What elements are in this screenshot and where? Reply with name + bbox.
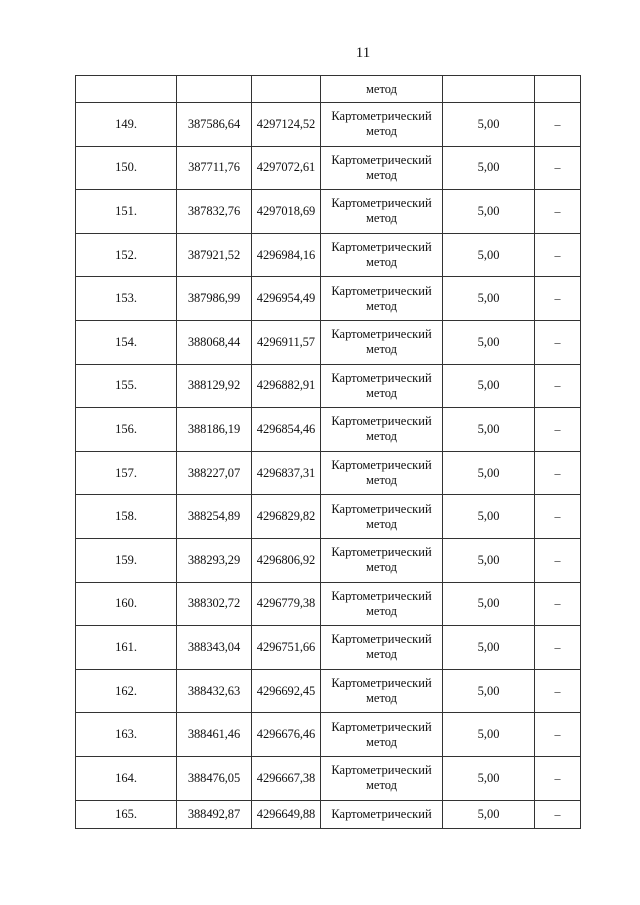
cell-x: 387921,52 (177, 233, 252, 277)
cell-note: – (535, 146, 581, 190)
cell-y: 4296676,46 (252, 713, 321, 757)
cell-x: 388432,63 (177, 669, 252, 713)
table-row (76, 713, 581, 757)
table-row (76, 756, 581, 800)
method-line-1: Картометрический (331, 632, 432, 647)
cell-x: 387986,99 (177, 277, 252, 321)
cell-accuracy: 5,00 (443, 582, 535, 626)
method-line-2: метод (365, 516, 397, 531)
cell-note: – (535, 538, 581, 582)
method-line-1: Картометрический (331, 327, 432, 342)
method-line-1: Картометрический (331, 676, 432, 691)
cell-x: 388293,29 (177, 538, 252, 582)
cell-note: – (535, 669, 581, 713)
cell-y: 4296837,31 (252, 451, 321, 495)
table-row (76, 364, 581, 408)
continuation-row (76, 76, 581, 103)
method-line-1: Картометрический (331, 283, 432, 298)
cell-y: 4297018,69 (252, 190, 321, 234)
cell-point: 164. (76, 756, 177, 800)
cell-x: 388068,44 (177, 320, 252, 364)
cell-point: 162. (76, 669, 177, 713)
cell-accuracy (443, 76, 535, 103)
cell-y: 4296954,49 (252, 277, 321, 321)
cell-accuracy: 5,00 (443, 451, 535, 495)
cell-accuracy: 5,00 (443, 277, 535, 321)
cell-x: 388492,87 (177, 800, 252, 828)
cell-method (321, 190, 443, 234)
cell-x: 388302,72 (177, 582, 252, 626)
cell-y: 4297124,52 (252, 103, 321, 147)
cell-point: 159. (76, 538, 177, 582)
cell-accuracy: 5,00 (443, 233, 535, 277)
cell-note: – (535, 233, 581, 277)
cell-point: 165. (76, 800, 177, 828)
table-row (76, 320, 581, 364)
cell-point: 155. (76, 364, 177, 408)
cell-point: 154. (76, 320, 177, 364)
cell-method (321, 756, 443, 800)
cell-method (321, 582, 443, 626)
cell-accuracy: 5,00 (443, 103, 535, 147)
cell-point: 156. (76, 408, 177, 452)
cell-y: 4296649,88 (252, 800, 321, 828)
cell-method (321, 451, 443, 495)
cell-x: 388343,04 (177, 626, 252, 670)
cell-method (321, 538, 443, 582)
cell-point: 161. (76, 626, 177, 670)
method-line-1: Картометрический (331, 414, 432, 429)
cell-note: – (535, 190, 581, 234)
method-line-2: метод (365, 385, 397, 400)
cell-point: 157. (76, 451, 177, 495)
method-line-1: Картометрический (331, 152, 432, 167)
cell-y: 4296829,82 (252, 495, 321, 539)
method-line-2: метод (365, 603, 397, 618)
cell-y: 4296779,38 (252, 582, 321, 626)
cell-x: 387711,76 (177, 146, 252, 190)
cell-accuracy: 5,00 (443, 495, 535, 539)
cell-method (321, 364, 443, 408)
table-row (76, 495, 581, 539)
table-row (76, 582, 581, 626)
page-number: 11 (355, 45, 371, 61)
cell-x: 387832,76 (177, 190, 252, 234)
method-line-1: Картометрический (331, 719, 432, 734)
cell-method (321, 626, 443, 670)
method-line-2: метод (365, 734, 397, 749)
cell-y: 4296806,92 (252, 538, 321, 582)
cell-y: 4296751,66 (252, 626, 321, 670)
method-line-1: Картометрический (331, 763, 432, 778)
table-row (76, 277, 581, 321)
cell-method (321, 408, 443, 452)
cell-note: – (535, 756, 581, 800)
cell-accuracy: 5,00 (443, 800, 535, 828)
cell-note: – (535, 800, 581, 828)
cell-y (252, 76, 321, 103)
cell-note: – (535, 713, 581, 757)
table-row (76, 669, 581, 713)
method-line-2: метод (365, 298, 397, 313)
cell-accuracy: 5,00 (443, 756, 535, 800)
method-line-2: метод (365, 473, 397, 488)
cell-note: – (535, 103, 581, 147)
method-line-1: Картометрический (331, 588, 432, 603)
cell-accuracy: 5,00 (443, 320, 535, 364)
cell-accuracy: 5,00 (443, 713, 535, 757)
cell-accuracy: 5,00 (443, 146, 535, 190)
cell-method (321, 669, 443, 713)
cell-method (321, 713, 443, 757)
cell-point: 153. (76, 277, 177, 321)
cell-y: 4296882,91 (252, 364, 321, 408)
cell-point: 158. (76, 495, 177, 539)
cell-point: 163. (76, 713, 177, 757)
cell-y: 4296984,16 (252, 233, 321, 277)
cell-y: 4296911,57 (252, 320, 321, 364)
table-row (76, 190, 581, 234)
cell-note: – (535, 495, 581, 539)
cell-accuracy: 5,00 (443, 538, 535, 582)
cell-note: – (535, 320, 581, 364)
method-line-2: метод (365, 647, 397, 662)
cell-y: 4296692,45 (252, 669, 321, 713)
coordinates-table (75, 75, 581, 829)
table-row (76, 538, 581, 582)
method-line-2: метод (365, 778, 397, 793)
method-line-2: метод (365, 429, 397, 444)
cell-y: 4296667,38 (252, 756, 321, 800)
cell-point: 152. (76, 233, 177, 277)
cell-x (177, 76, 252, 103)
table-row (76, 233, 581, 277)
cell-method (321, 146, 443, 190)
cell-point (76, 76, 177, 103)
cell-note: – (535, 364, 581, 408)
cell-point: 150. (76, 146, 177, 190)
method-line-2: метод (365, 691, 397, 706)
cell-point: 151. (76, 190, 177, 234)
cell-x: 388254,89 (177, 495, 252, 539)
cell-method (321, 233, 443, 277)
method-line-1: Картометрический (331, 196, 432, 211)
cell-x: 388461,46 (177, 713, 252, 757)
table-row (76, 103, 581, 147)
cell-accuracy: 5,00 (443, 408, 535, 452)
cell-note: – (535, 582, 581, 626)
cell-note (535, 76, 581, 103)
method-line-2: метод (365, 167, 397, 182)
method-line-2: метод (365, 124, 397, 139)
cell-method: Картометрический (321, 800, 443, 828)
cell-method (321, 277, 443, 321)
cell-x: 388186,19 (177, 408, 252, 452)
cell-accuracy: 5,00 (443, 669, 535, 713)
cell-method (321, 495, 443, 539)
cell-y: 4297072,61 (252, 146, 321, 190)
cell-note: – (535, 408, 581, 452)
cell-note: – (535, 451, 581, 495)
cell-note: – (535, 277, 581, 321)
cell-x: 387586,64 (177, 103, 252, 147)
method-line-2: метод (365, 255, 397, 270)
cell-accuracy: 5,00 (443, 190, 535, 234)
cell-method: метод (321, 76, 443, 103)
cell-x: 388129,92 (177, 364, 252, 408)
method-line-1: Картометрический (331, 501, 432, 516)
cell-x: 388476,05 (177, 756, 252, 800)
table-row (76, 626, 581, 670)
cell-note: – (535, 626, 581, 670)
method-line-1: Картометрический (331, 370, 432, 385)
cell-y: 4296854,46 (252, 408, 321, 452)
cell-accuracy: 5,00 (443, 626, 535, 670)
method-line-2: метод (365, 211, 397, 226)
table-row (76, 408, 581, 452)
cell-x: 388227,07 (177, 451, 252, 495)
table-row (76, 146, 581, 190)
cell-accuracy: 5,00 (443, 364, 535, 408)
method-line-2: метод (365, 560, 397, 575)
method-line-1: Картометрический (331, 240, 432, 255)
method-line-2: метод (365, 342, 397, 357)
table-row (76, 800, 581, 828)
cell-point: 149. (76, 103, 177, 147)
cell-method (321, 103, 443, 147)
table-row (76, 451, 581, 495)
method-line-1: Картометрический (331, 109, 432, 124)
method-line-1: Картометрический (331, 458, 432, 473)
method-line-1: Картометрический (331, 545, 432, 560)
cell-point: 160. (76, 582, 177, 626)
cell-method (321, 320, 443, 364)
